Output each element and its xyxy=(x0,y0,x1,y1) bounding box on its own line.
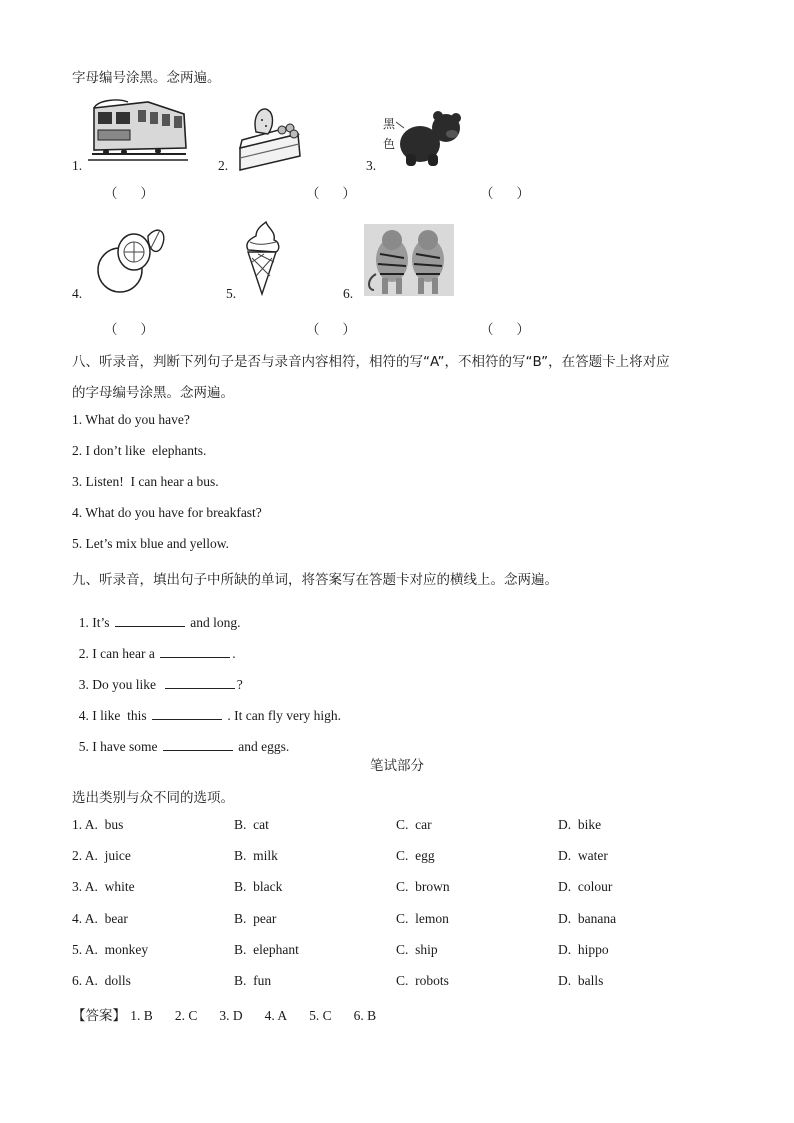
choice-option: D. bike xyxy=(558,817,602,832)
choice-option: 5. A. monkey xyxy=(72,941,149,957)
icecream-icon xyxy=(242,220,282,296)
fill-blank-item xyxy=(72,599,241,631)
written-instruction: 选出类别与众不同的选项。 xyxy=(72,790,234,806)
sentence-item: 1. What do you have? xyxy=(72,412,190,427)
blank-line[interactable] xyxy=(163,739,233,751)
written-heading: 笔试部分 xyxy=(370,758,424,774)
fill-blank-before: 2. I can hear a xyxy=(78,646,159,661)
picture-number: 4. xyxy=(72,286,83,301)
answer-value: 2. C xyxy=(174,1008,198,1023)
answer-value: 6. B xyxy=(353,1008,377,1023)
choice-option: C. egg xyxy=(396,848,435,864)
fill-blank-before: 1. It’s xyxy=(78,615,113,630)
choice-option: B. black xyxy=(234,879,283,895)
choice-option: B. milk xyxy=(234,848,278,864)
answer-value: 3. D xyxy=(219,1008,243,1023)
fill-blank-after: and eggs. xyxy=(234,739,290,754)
picture-number: 5. xyxy=(226,286,237,301)
choice-option: B. pear xyxy=(234,910,277,926)
fill-blank-before: 4. I like this xyxy=(78,708,150,723)
blank-line[interactable] xyxy=(152,708,222,720)
picture-number: 6. xyxy=(343,286,354,301)
blank-line[interactable] xyxy=(165,677,235,689)
answer-value: 1. B xyxy=(130,1008,153,1023)
section7-intro-tail: 字母编号涂黑。念两遍。 xyxy=(72,70,221,86)
answer-parentheses[interactable]: （ ） xyxy=(480,322,532,337)
fill-blank-item xyxy=(72,661,243,693)
tigers-icon xyxy=(364,224,454,296)
choice-option: B. cat xyxy=(234,817,269,832)
section8-title-line1: 八、听录音，判断下列句子是否与录音内容相符，相符的写“A”，不相符的写“B”，在答题卡上将对应 xyxy=(72,354,670,370)
section9-title: 九、听录音，填出句子中所缺的单词，将答案写在答题卡对应的横线上。念两遍。 xyxy=(72,572,558,588)
fill-blank-item xyxy=(72,630,236,662)
picture-number: 2. xyxy=(218,158,229,173)
fill-blank-item xyxy=(72,723,289,755)
choice-option: C. brown xyxy=(396,879,450,895)
lemon-icon xyxy=(92,222,168,296)
choice-option: 4. A. bear xyxy=(72,910,128,926)
answer-parentheses[interactable]: （ ） xyxy=(104,322,156,337)
sentence-item: 2. I don’t like elephants. xyxy=(72,443,207,458)
answer-parentheses[interactable]: （ ） xyxy=(306,322,358,337)
picture-number: 1. xyxy=(72,158,83,173)
sentence-item: 4. What do you have for breakfast? xyxy=(72,505,262,520)
answer-label: 【答案】 xyxy=(72,1008,126,1024)
choice-option: B. elephant xyxy=(234,941,299,957)
choice-option: 6. A. dolls xyxy=(72,973,131,988)
blank-line[interactable] xyxy=(160,646,230,658)
fill-blank-after: and long. xyxy=(186,615,241,630)
choice-option: 1. A. bus xyxy=(72,817,124,832)
answer-parentheses[interactable]: （ ） xyxy=(480,186,532,201)
choice-option: D. balls xyxy=(558,973,604,988)
section8-title-line2: 的字母编号涂黑。念两遍。 xyxy=(72,385,234,401)
answer-parentheses[interactable]: （ ） xyxy=(306,186,358,201)
choice-option: 2. A. juice xyxy=(72,848,131,864)
choice-option: B. fun xyxy=(234,973,272,988)
cake-icon xyxy=(234,104,304,174)
picture-number: 3. xyxy=(366,158,377,173)
sentence-item: 3. Listen! I can hear a bus. xyxy=(72,474,219,489)
fill-blank-item xyxy=(72,692,341,724)
choice-option: D. hippo xyxy=(558,941,609,957)
bear-icon xyxy=(396,108,466,168)
choice-option: D. colour xyxy=(558,879,613,895)
fill-blank-before: 5. I have some xyxy=(78,739,161,754)
choice-option: C. robots xyxy=(396,973,449,988)
choice-option: D. banana xyxy=(558,910,617,926)
answer-value: 4. A xyxy=(264,1008,288,1023)
answer-line xyxy=(72,1004,398,1024)
fill-blank-after: ? xyxy=(236,677,243,692)
fill-blank-after: . xyxy=(232,646,236,661)
color-note: 黑色 xyxy=(383,117,396,151)
fill-blank-after: . It can fly very high. xyxy=(224,708,341,723)
blank-line[interactable] xyxy=(115,615,185,627)
fill-blank-before: 3. Do you like xyxy=(78,677,163,692)
answer-values xyxy=(130,1008,398,1024)
choice-option: C. ship xyxy=(396,941,438,957)
answer-parentheses[interactable]: （ ） xyxy=(104,186,156,201)
choice-option: D. water xyxy=(558,848,608,864)
answer-value: 5. C xyxy=(309,1008,332,1023)
sentence-item: 5. Let’s mix blue and yellow. xyxy=(72,536,229,551)
choice-option: 3. A. white xyxy=(72,879,135,895)
choice-option: C. car xyxy=(396,817,432,832)
choice-option: C. lemon xyxy=(396,910,449,926)
train-icon xyxy=(88,96,188,164)
